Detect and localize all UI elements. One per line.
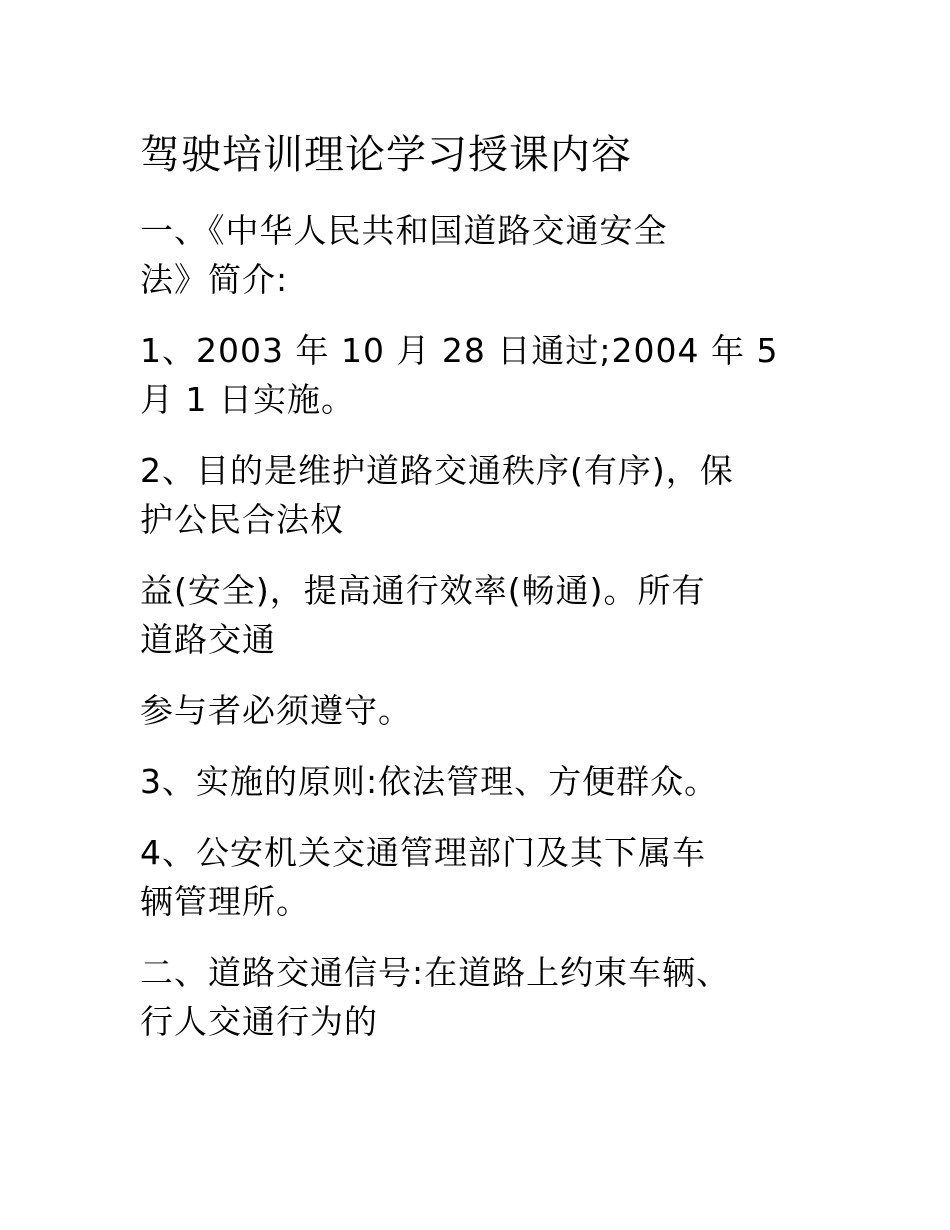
paragraph-law-intro	[140, 206, 820, 304]
paragraph-line: 参与者必须遵守。	[140, 691, 412, 730]
paragraph-line: 益(安全)，提高通行效率(畅通)。所有	[140, 571, 706, 610]
paragraph-item-3	[140, 757, 820, 806]
paragraph-item-2	[140, 446, 820, 544]
paragraph-line: 月 1 日实施。	[140, 380, 355, 419]
paragraph-line: 一、《中华人民共和国道路交通安全	[140, 211, 668, 250]
paragraph-line: 道路交通	[140, 620, 276, 659]
paragraph-item-4	[140, 828, 820, 926]
paragraph-line: 行人交通行为的	[140, 1002, 378, 1041]
paragraph-traffic-signals	[140, 948, 820, 1046]
paragraph-line: 2、目的是维护道路交通秩序(有序)，保	[140, 451, 734, 490]
paragraph-item-2-continued	[140, 566, 820, 664]
paragraph-item-2-end	[140, 686, 820, 735]
paragraph-line: 辆管理所。	[140, 882, 310, 921]
document-title: 驾驶培训理论学习授课内容	[140, 132, 632, 178]
paragraph-line: 4、公安机关交通管理部门及其下属车	[140, 833, 706, 872]
document-body	[140, 128, 820, 1068]
paragraph-line: 1、2003 年 10 月 28 日通过;2004 年 5	[140, 331, 779, 370]
paragraph-line: 法》简介:	[140, 260, 289, 299]
paragraph-line: 二、道路交通信号:在道路上约束车辆、	[140, 953, 731, 992]
paragraph-line: 护公民合法权	[140, 500, 344, 539]
paragraph-item-1	[140, 326, 820, 424]
paragraph-line: 3、实施的原则:依法管理、方便群众。	[140, 762, 719, 801]
